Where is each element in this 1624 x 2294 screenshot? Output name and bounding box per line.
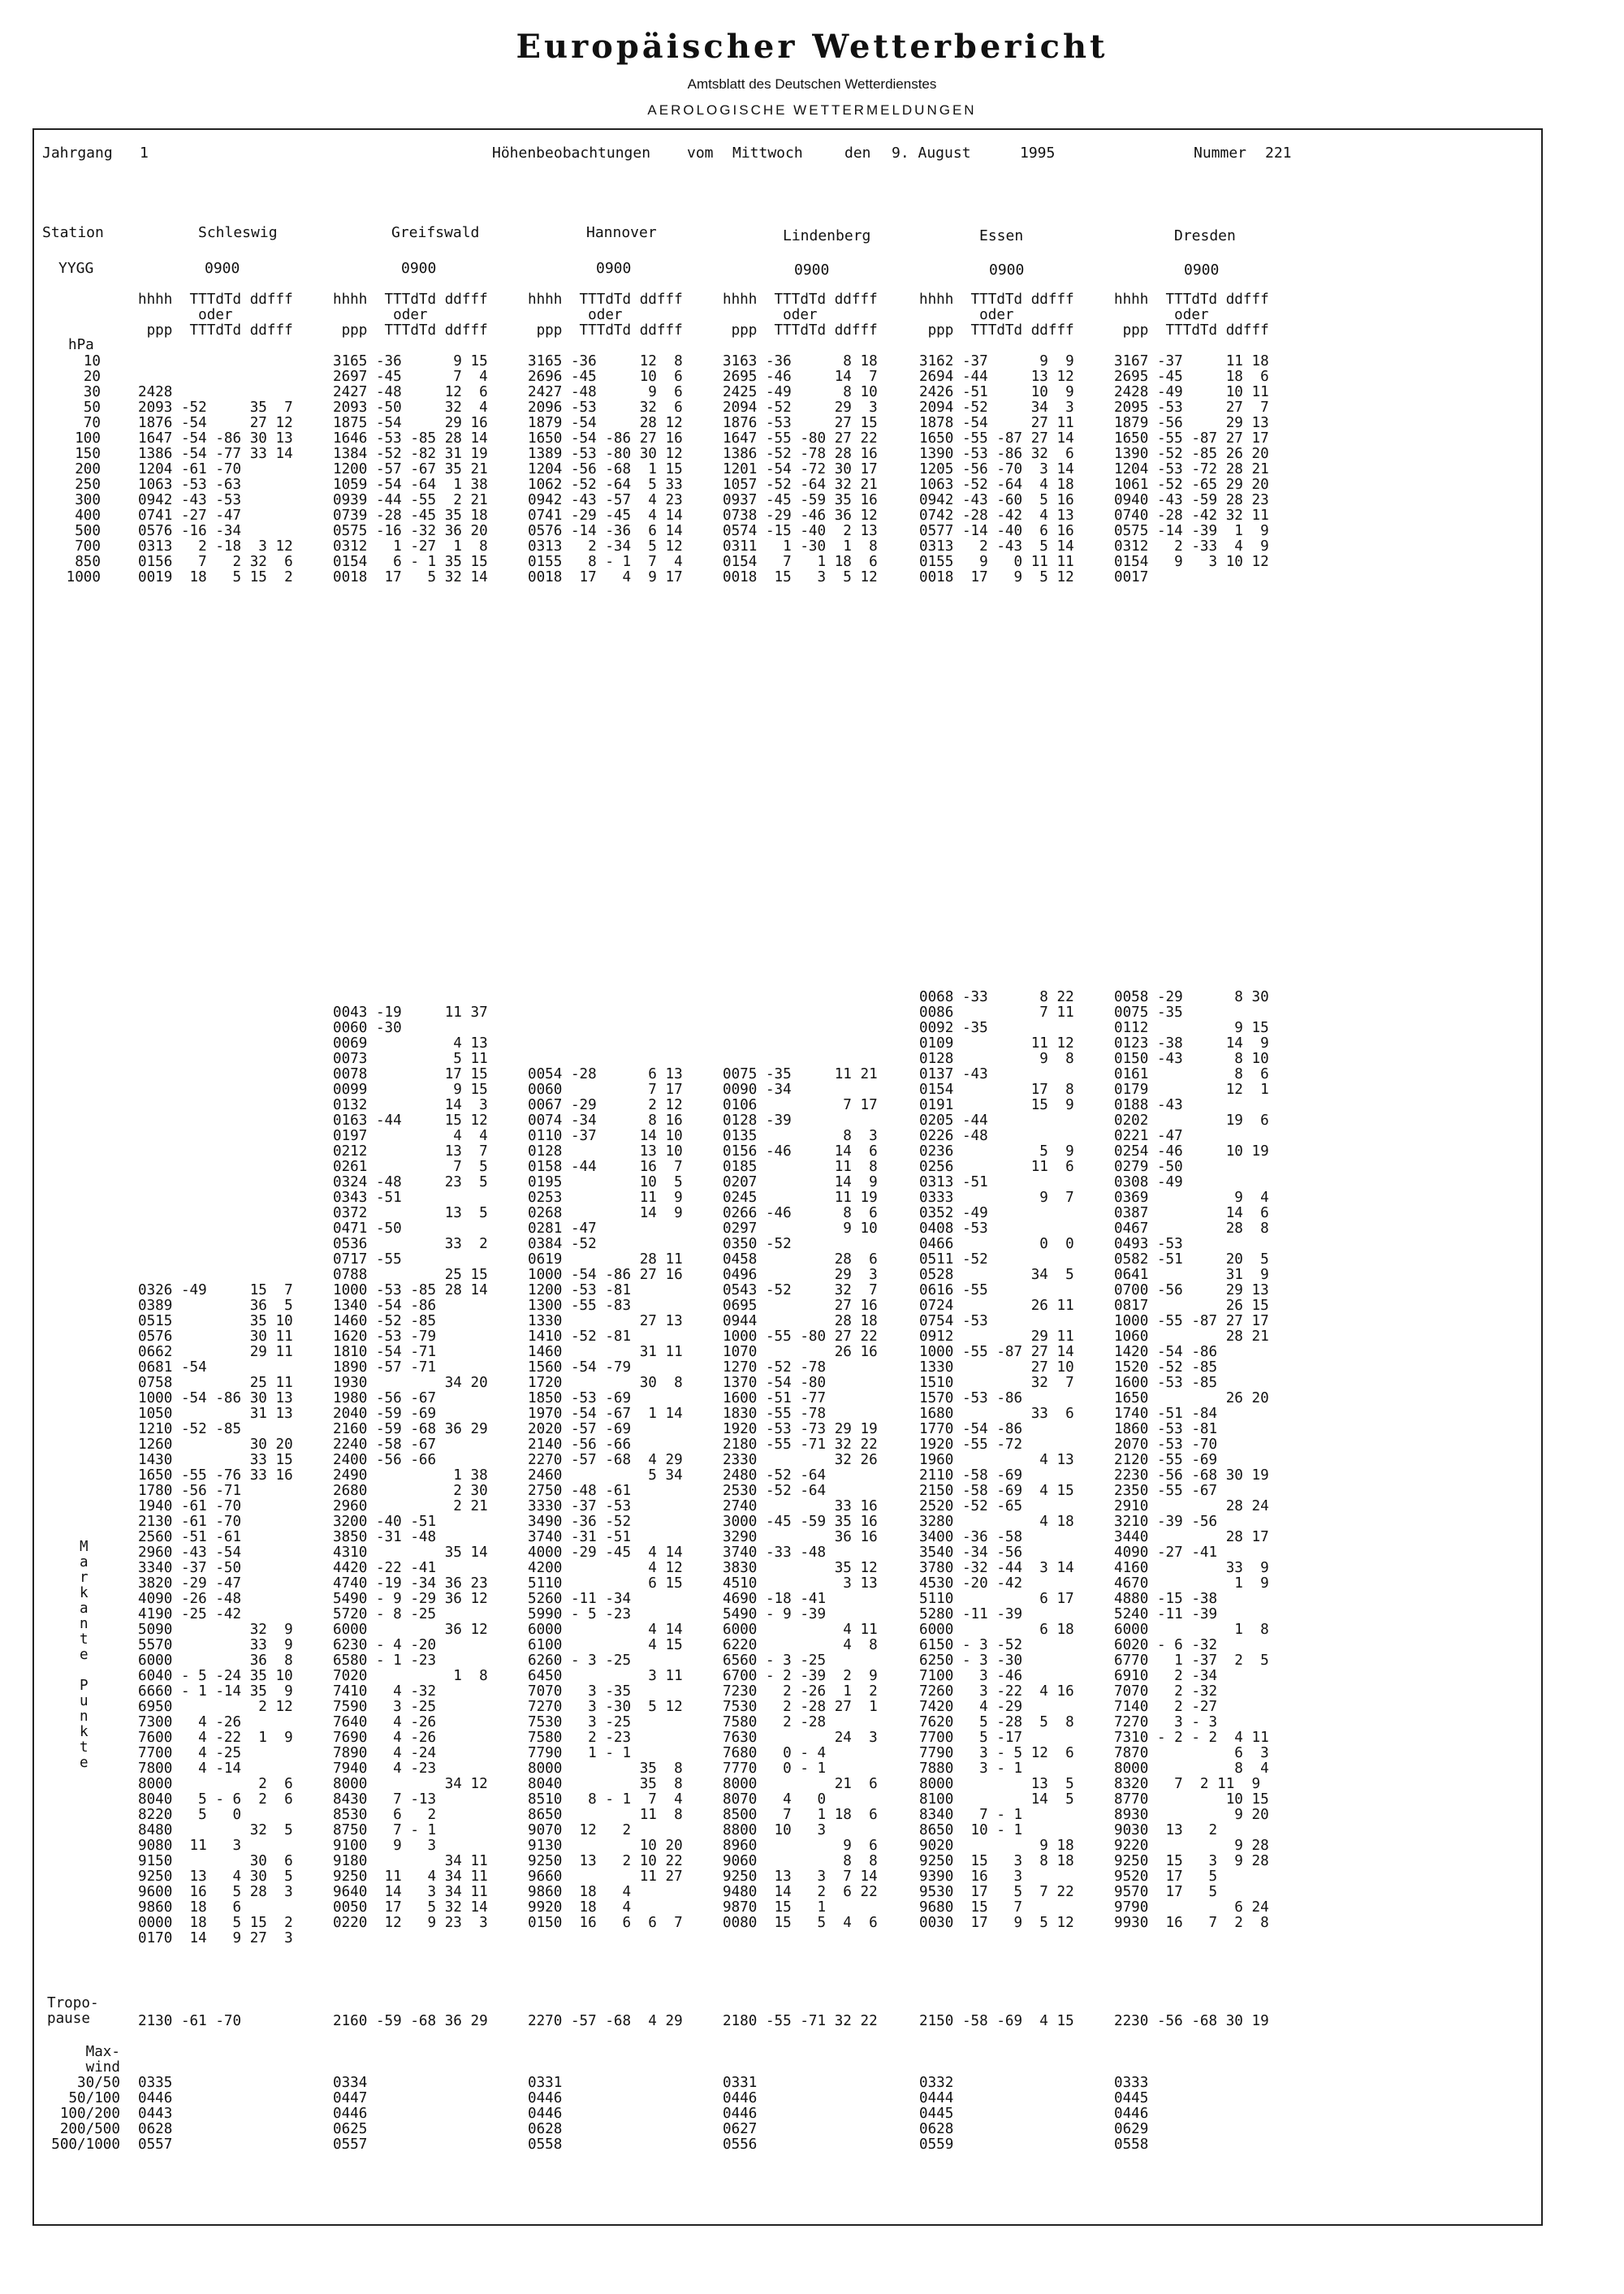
significant-points-data: 0043 -19 11 37 0060 -30 0069 4 13 0073 5 11 0078 17 15 0099 9 15 0132 14 3 0163 -44 15 12 0197 4 4 0212 13 7 0261 7 5 0324 -48 23 5 0343 -51 0372 13 5 0471 -50 0536 33 2 0717 -55 0788 25 15 1000 -53 -85 28 14 1340 -54 -86 1460 -52 -85 1620 -53 -79 1810 -54 -71 1890 -57 -71 1930 34 20 1980 -56 -67 2040 -59 -69 2160 -59 -68 36 29 2240 -58 -67 2400 -56 -66 2490 1 38 2680 2 30 2960 2 21 3200 -40 -51 3850 -31 -48 4310 35 14 4420 -22 -41 4740 -19 -34 36 23 5490 - 9 -29 36 12 5720 - 8 -25 6000 36 12 6230 - 4 -20 6580 - 1 -23 7020 1 8 7410 4 -32 7590 3 -25 7640 4 -26 7690 4 -26 7890 4 -24 7940 4 -23 8000 34 12 8430 7 -13 8530 6 2 8750 7 - 1 9100 9 3 9180 34 11 9250 11 4 34 11 9640 14 3 34 11 0050 17 5 32 14 0220 12 9 23 3 — [333, 1004, 488, 1931]
significant-points-data: 0058 -29 8 30 0075 -35 0112 9 15 0123 -38 14 9 0150 -43 8 10 0161 8 6 0179 12 1 0188 -43 0202 19 6 0221 -47 0254 -46 10 19 0279 -50 0308 -49 0369 9 4 0387 14 6 0467 28 8 0493 -53 0582 -51 20 5 0641 31 9 0700 -56 29 13 0817 26 15 1000 -55 -87 27 17 1060 28 21 1420 -54 -86 1520 -52 -85 1600 -53 -85 1650 26 20 1740 -51 -84 1860 -53 -81 2070 -53 -70 2120 -55 -69 2230 -56 -68 30 19 2350 -55 -67 2910 28 24 3210 -39 -56 3440 28 17 4090 -27 -41 4160 33 9 4670 1 9 4880 -15 -38 5240 -11 -39 6000 1 8 6020 - 6 -32 6770 1 -37 2 5 6910 2 -34 7070 2 -32 7140 2 -27 7270 3 - 3 7310 - 2 - 2 4 11 7870 6 3 8000 8 4 8320 7 2 11 9 8770 10 15 8930 9 20 9030 13 2 9220 9 28 9250 15 3 9 28 9520 17 5 9570 17 5 9790 6 24 9930 16 7 2 8 — [1114, 989, 1269, 1931]
significant-points-data: 0068 -33 8 22 0086 7 11 0092 -35 0109 11 12 0128 9 8 0137 -43 0154 17 8 0191 15 9 0205 -44 0226 -48 0236 5 9 0256 11 6 0313 -51 0333 9 7 0352 -49 0408 -53 0466 0 0 0511 -52 0528 34 5 0616 -55 0724 26 11 0754 -53 0912 29 11 1000 -55 -87 27 14 1330 27 10 1510 32 7 1570 -53 -86 1680 33 6 1770 -54 -86 1920 -55 -72 1960 4 13 2110 -58 -69 2150 -58 -69 4 15 2520 -52 -65 3280 4 18 3400 -36 -58 3540 -34 -56 3780 -32 -44 3 14 4530 -20 -42 5110 6 17 5280 -11 -39 6000 6 18 6150 - 3 -52 6250 - 3 -30 7100 3 -46 7260 3 -22 4 16 7420 4 -29 7620 5 -28 5 8 7700 5 -17 7790 3 - 5 12 6 7880 3 - 1 8000 13 5 8100 14 5 8340 7 - 1 8650 10 - 1 9020 9 18 9250 15 3 8 18 9390 16 3 9530 17 5 7 22 9680 15 7 0030 17 9 5 12 — [919, 989, 1074, 1931]
station-name: Hannover — [586, 224, 657, 241]
tropopause-data: 2150 -58 -69 4 15 — [919, 2013, 1074, 2029]
markante-punkte-label: M a r k a n t e P u n k t e — [80, 1539, 89, 1771]
column-header: hhhh TTTdTd ddfff oder ppp TTTdTd ddfff — [723, 292, 878, 339]
significant-points-data: 0075 -35 11 21 0090 -34 0106 7 17 0128 -39 0135 8 3 0156 -46 14 6 0185 11 8 0207 14 9 0245 11 19 0266 -46 8 6 0297 9 10 0350 -52 0458 28 6 0496 29 3 0543 -52 32 7 0695 27 16 0944 28 18 1000 -55 -80 27 22 1070 26 16 1270 -52 -78 1370 -54 -80 1600 -51 -77 1830 -55 -78 1920 -53 -73 29 19 2180 -55 -71 32 22 2330 32 26 2480 -52 -64 2530 -52 -64 2740 33 16 3000 -45 -59 35 16 3290 36 16 3740 -33 -48 3830 35 12 4510 3 13 4690 -18 -41 5490 - 9 -39 6000 4 11 6220 4 8 6560 - 3 -25 6700 - 2 -39 2 9 7230 2 -26 1 2 7530 2 -28 27 1 7580 2 -28 7630 24 3 7680 0 - 4 7770 0 - 1 8000 21 6 8070 4 0 8500 7 1 18 6 8800 10 3 8960 9 6 9060 8 8 9250 13 3 7 14 9480 14 2 6 22 9870 15 1 0080 15 5 4 6 — [723, 1066, 878, 1931]
jahrgang-value: 1 — [140, 145, 149, 162]
standard-levels-data: 2428 2093 -52 35 7 1876 -54 27 12 1647 -54 -86 30 13 1386 -54 -77 33 14 1204 -61 -70 1063 -53 -63 0942 -43 -53 0741 -27 -47 0576 -16 -34 0313 2 -18 3 12 0156 7 2 32 6 0019 18 5 15 2 — [138, 384, 293, 585]
hpa-label: hPa — [68, 337, 94, 353]
weekday-text: Mittwoch — [732, 145, 803, 162]
standard-levels-data: 3167 -37 11 18 2695 -45 18 6 2428 -49 10 11 2095 -53 27 7 1879 -56 29 13 1650 -55 -87 27 17 1390 -52 -85 26 20 1204 -53 -72 28 21 1061 -52 -65 29 20 0940 -43 -59 28 23 0740 -28 -42 32 11 0575 -14 -39 1 9 0312 2 -33 4 9 0154 9 3 10 12 0017 — [1114, 353, 1269, 585]
heading-text: Höhenbeobachtungen — [492, 145, 651, 162]
maxwind-data: 0335 0446 0443 0628 0557 — [138, 2075, 173, 2153]
tropopause-data: 2270 -57 -68 4 29 — [528, 2013, 683, 2029]
section-title: AEROLOGISCHE WETTERMELDUNGEN — [647, 102, 977, 118]
standard-levels-data: 3165 -36 9 15 2697 -45 7 4 2427 -48 12 6 2093 -50 32 4 1875 -54 29 16 1646 -53 -85 28 14 1384 -52 -82 31 19 1200 -57 -67 35 21 1059 -54 -64 1 38 0939 -44 -55 2 21 0739 -28 -45 35 18 0575 -16 -32 36 20 0312 1 -27 1 8 0154 6 - 1 35 15 0018 17 5 32 14 — [333, 353, 488, 585]
significant-points-data: 0054 -28 6 13 0060 7 17 0067 -29 2 12 0074 -34 8 16 0110 -37 14 10 0128 13 10 0158 -44 16 7 0195 10 5 0253 11 9 0268 14 9 0281 -47 0384 -52 0619 28 11 1000 -54 -86 27 16 1200 -53 -81 1300 -55 -83 1330 27 13 1410 -52 -81 1460 31 11 1560 -54 -79 1720 30 8 1850 -53 -69 1970 -54 -67 1 14 2020 -57 -69 2140 -56 -66 2270 -57 -68 4 29 2460 5 34 2750 -48 -61 3330 -37 -53 3490 -36 -52 3740 -31 -51 4000 -29 -45 4 14 4200 4 12 5110 6 15 5260 -11 -34 5990 - 5 -23 6000 4 14 6100 4 15 6260 - 3 -25 6450 3 11 7070 3 -35 7270 3 -30 5 12 7530 3 -25 7580 2 -23 7790 1 - 1 8000 35 8 8040 35 8 8510 8 - 1 7 4 8650 11 8 9070 12 2 9130 10 20 9250 13 2 10 22 9660 11 27 9860 18 4 9920 18 4 0150 16 6 6 7 — [528, 1066, 683, 1931]
column-header: hhhh TTTdTd ddfff oder ppp TTTdTd ddfff — [138, 292, 293, 339]
station-yygg: 0900 — [596, 260, 632, 277]
station-name: Schleswig — [198, 224, 278, 241]
date-text: 9. August — [892, 145, 971, 162]
tropopause-data: 2130 -61 -70 — [138, 2013, 242, 2029]
standard-levels-data: 3163 -36 8 18 2695 -46 14 7 2425 -49 8 10 2094 -52 29 3 1876 -53 27 15 1647 -55 -80 27 22 1386 -52 -78 28 16 1201 -54 -72 30 17 1057 -52 -64 32 21 0937 -45 -59 35 16 0738 -29 -46 36 12 0574 -15 -40 2 13 0311 1 -30 1 8 0154 7 1 18 6 0018 15 3 5 12 — [723, 353, 878, 585]
station-yygg: 0900 — [989, 261, 1025, 279]
station-name: Greifswald — [391, 224, 480, 241]
pressure-levels: 10 20 30 50 70 100 150 200 250 300 400 500 700 850 1000 — [66, 353, 101, 585]
nummer-label: Nummer — [1194, 145, 1247, 162]
maxwind-data: 0334 0447 0446 0625 0557 — [333, 2075, 368, 2153]
significant-points-data: 0326 -49 15 7 0389 36 5 0515 35 10 0576 30 11 0662 29 11 0681 -54 0758 25 11 1000 -54 -86 30 13 1050 31 13 1210 -52 -85 1260 30 20 1430 33 15 1650 -55 -76 33 16 1780 -56 -71 1940 -61 -70 2130 -61 -70 2560 -51 -61 2960 -43 -54 3340 -37 -50 3820 -29 -47 4090 -26 -48 4190 -25 -42 5090 32 9 5570 33 9 6000 36 8 6040 - 5 -24 35 10 6660 - 1 -14 35 9 6950 2 12 7300 4 -26 7600 4 -22 1 9 7700 4 -25 7800 4 -14 8000 2 6 8040 5 - 6 2 6 8220 5 0 8480 32 5 9080 11 3 9150 30 6 9250 13 4 30 5 9600 16 5 28 3 9860 18 6 0000 18 5 15 2 0170 14 9 27 3 — [138, 1282, 293, 1946]
column-header: hhhh TTTdTd ddfff oder ppp TTTdTd ddfff — [1114, 292, 1269, 339]
station-name: Essen — [979, 227, 1024, 244]
yygg-label: YYGG — [58, 260, 94, 277]
maxwind-data: 0331 0446 0446 0628 0558 — [528, 2075, 563, 2153]
station-yygg: 0900 — [401, 260, 437, 277]
tropopause-data: 2160 -59 -68 36 29 — [333, 2013, 488, 2029]
tropopause-data: 2230 -56 -68 30 19 — [1114, 2013, 1269, 2029]
tropopause-data: 2180 -55 -71 32 22 — [723, 2013, 878, 2029]
column-header: hhhh TTTdTd ddfff oder ppp TTTdTd ddfff — [333, 292, 488, 339]
column-header: hhhh TTTdTd ddfff oder ppp TTTdTd ddfff — [528, 292, 683, 339]
maxwind-data: 0333 0445 0446 0629 0558 — [1114, 2075, 1149, 2153]
standard-levels-data: 3162 -37 9 9 2694 -44 13 12 2426 -51 10 9 2094 -52 34 3 1878 -54 27 11 1650 -55 -87 27 14 1390 -53 -86 32 6 1205 -56 -70 3 14 1063 -52 -64 4 18 0942 -43 -60 5 16 0742 -28 -42 4 13 0577 -14 -40 6 16 0313 2 -43 5 14 0155 9 0 11 11 0018 17 9 5 12 — [919, 353, 1074, 585]
vom-text: vom — [687, 145, 714, 162]
document-subtitle: Amtsblatt des Deutschen Wetterdienstes — [687, 76, 937, 92]
station-yygg: 0900 — [205, 260, 240, 277]
station-name: Dresden — [1174, 227, 1236, 244]
column-header: hhhh TTTdTd ddfff oder ppp TTTdTd ddfff — [919, 292, 1074, 339]
den-text: den — [844, 145, 871, 162]
standard-levels-data: 3165 -36 12 8 2696 -45 10 6 2427 -48 9 6 2096 -53 32 6 1879 -54 28 12 1650 -54 -86 27 16 1389 -53 -80 30 12 1204 -56 -68 1 15 1062 -52 -64 5 33 0942 -43 -57 4 23 0741 -29 -45 4 14 0576 -14 -36 6 14 0313 2 -34 5 12 0155 8 - 1 7 4 0018 17 4 9 17 — [528, 353, 683, 585]
station-yygg: 0900 — [794, 261, 830, 279]
maxwind-data: 0332 0444 0445 0628 0559 — [919, 2075, 954, 2153]
nummer-value: 221 — [1265, 145, 1292, 162]
station-yygg: 0900 — [1184, 261, 1220, 279]
tropopause-label: Tropo- pause — [47, 1995, 99, 2027]
document-title: Europäischer Wetterbericht — [516, 28, 1108, 66]
year-text: 1995 — [1020, 145, 1056, 162]
station-label: Station — [42, 224, 104, 241]
jahrgang-label: Jahrgang — [42, 145, 113, 162]
maxwind-labels: Max- wind 30/50 50/100 100/200 200/500 500/1000 — [51, 2044, 120, 2153]
station-name: Lindenberg — [783, 227, 871, 244]
maxwind-data: 0331 0446 0446 0627 0556 — [723, 2075, 758, 2153]
